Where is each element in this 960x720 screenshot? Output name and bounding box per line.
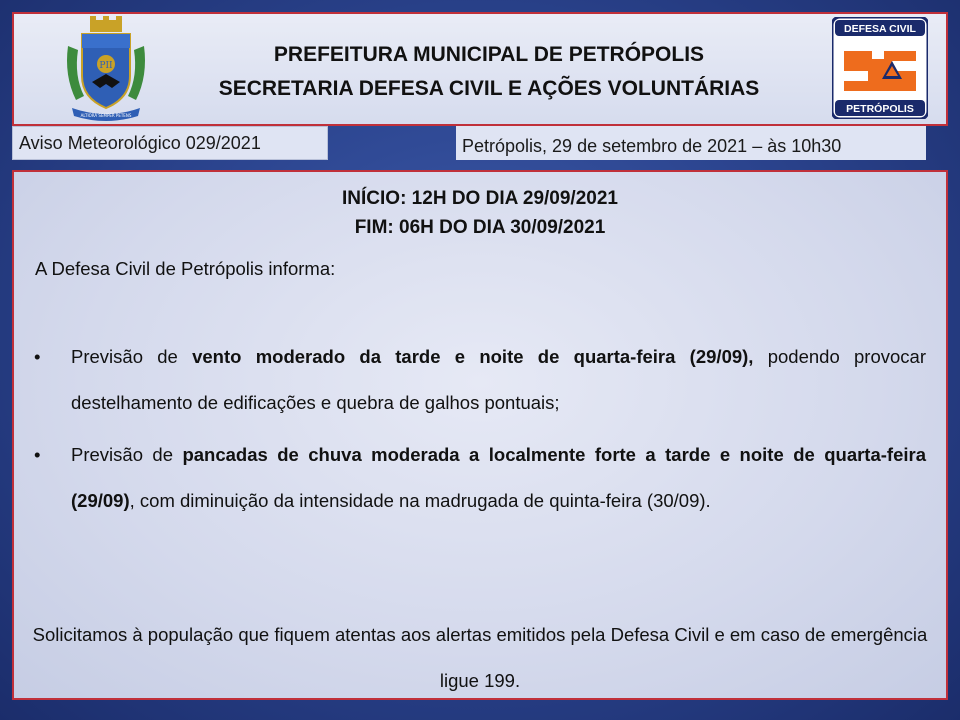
bullet-text (71, 334, 926, 426)
header-line1: PREFEITURA MUNICIPAL DE PETRÓPOLIS (273, 43, 705, 66)
bullet-bold: vento moderado da tarde e noite de quarta-feira (29/09), (192, 346, 754, 367)
header-titles (154, 38, 824, 106)
list-item (14, 432, 946, 524)
bullet-list (14, 334, 946, 530)
period-end: FIM: 06H DO DIA 30/09/2021 (354, 217, 606, 238)
header-line2: SECRETARIA DEFESA CIVIL E AÇÕES VOLUNTÁRIAS (218, 77, 760, 100)
list-item (14, 334, 946, 426)
closing-text: Solicitamos à população que fiquem atentas aos alertas emitidos pela Defesa Civil e em caso de emergência ligue 199. (32, 624, 928, 691)
bullet-text (71, 432, 926, 524)
bullet-icon: • (34, 444, 41, 465)
period-start: INÍCIO: 12H DO DIA 29/09/2021 (342, 188, 618, 209)
coat-of-arms-logo (62, 16, 150, 122)
date-line: Petrópolis, 29 de setembro de 2021 – às 10h30 (456, 126, 926, 160)
bullet-suffix: podendo provocar destelhamento de edificações e quebra de galhos pontuais; (71, 346, 926, 413)
dc-logo-top-text: DEFESA CIVIL (844, 23, 916, 35)
intro-text: A Defesa Civil de Petrópolis informa: (35, 258, 336, 279)
coat-banner-text: ALTIORA SEMPER PETENS (80, 113, 132, 118)
bullet-prefix: Previsão de (71, 444, 183, 465)
bullet-bold: pancadas de chuva moderada a localmente forte a tarde e noite de quarta-feira (29/09) (71, 444, 926, 511)
dc-logo-bottom-text: PETRÓPOLIS (846, 103, 914, 115)
header-box (12, 12, 948, 126)
notice-body (12, 170, 948, 700)
defesa-civil-logo (832, 17, 928, 119)
bullet-icon: • (34, 346, 41, 367)
bullet-suffix: , com diminuição da intensidade na madrugada de quinta-feira (30/09). (129, 490, 711, 511)
notice-id: Aviso Meteorológico 029/2021 (12, 126, 328, 160)
bullet-prefix: Previsão de (71, 346, 193, 367)
coat-shield-text: PII (99, 61, 113, 71)
